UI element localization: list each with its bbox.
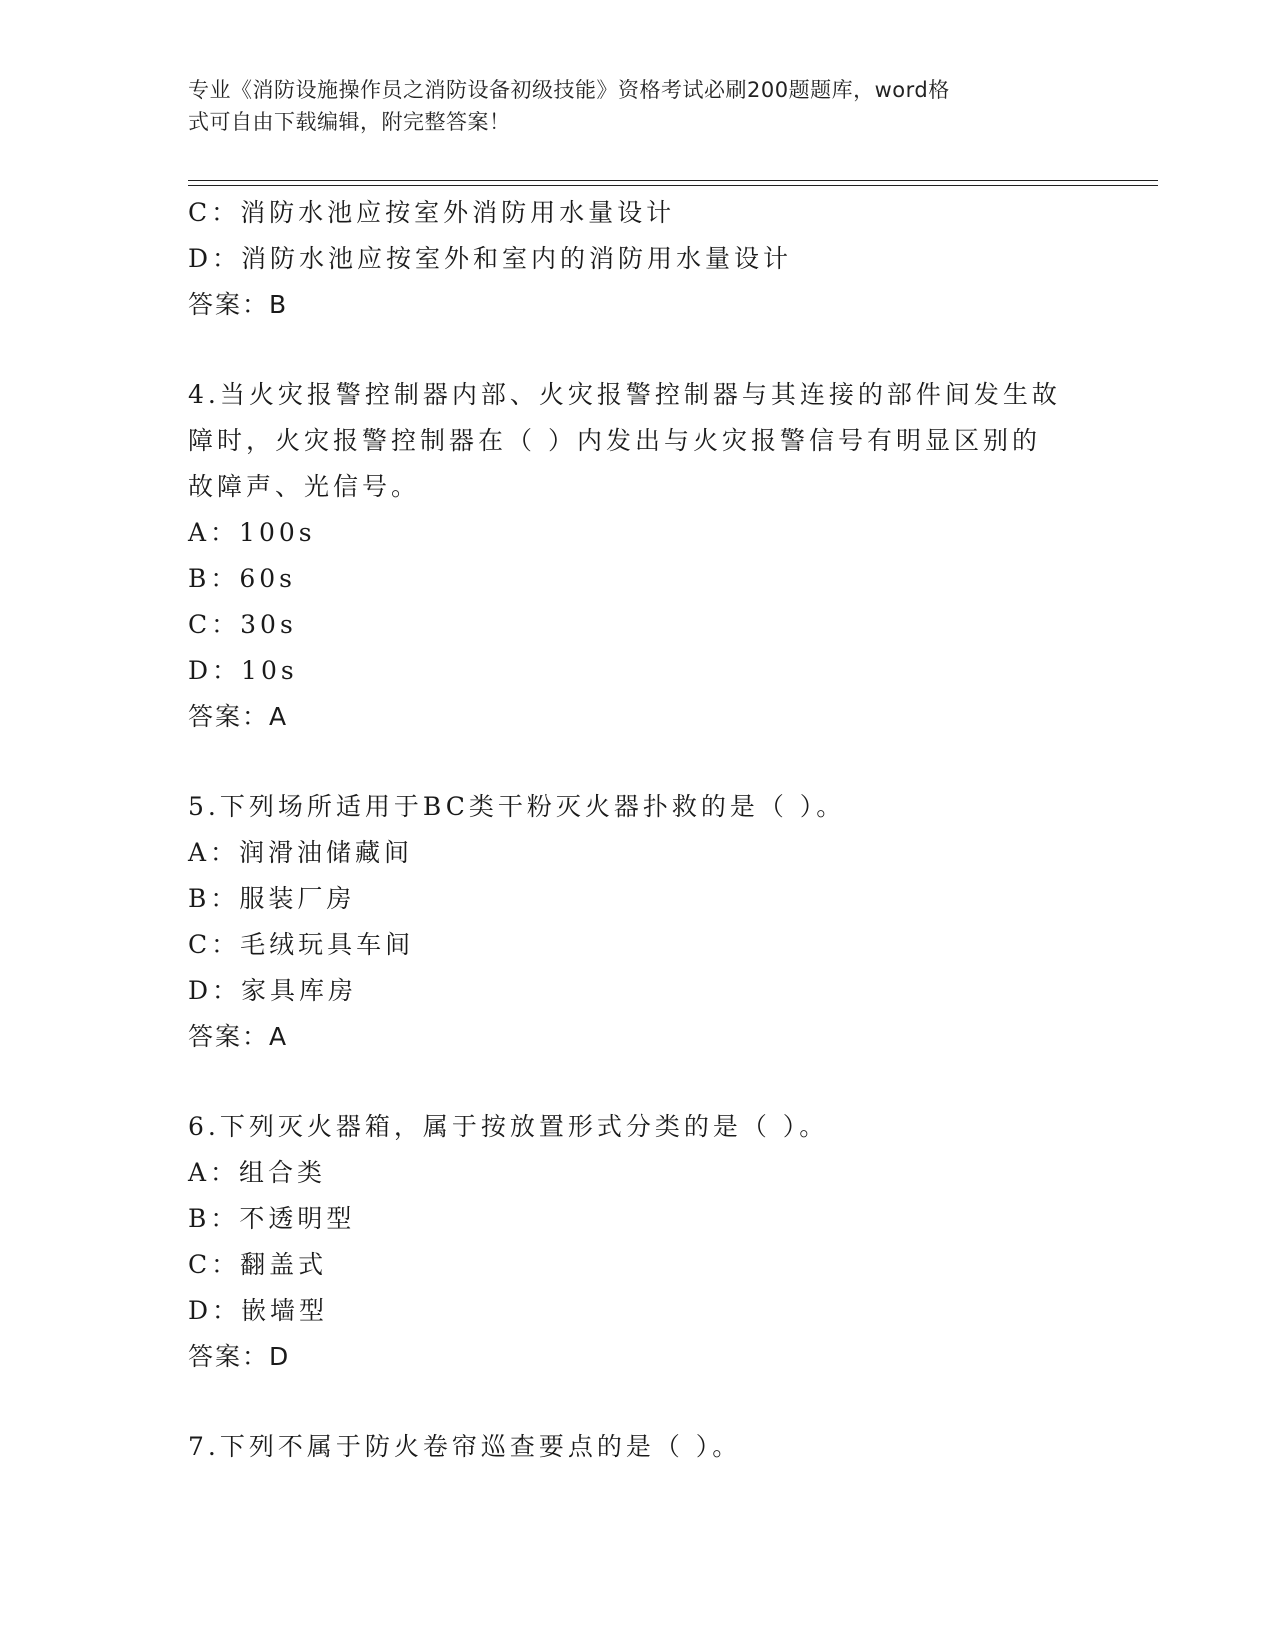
answer-line: 答案：D [188,1342,291,1371]
question-gap [188,1380,1088,1424]
answer-line: 答案：A [188,1022,289,1051]
question-stem-line: 4.当火灾报警控制器内部、火灾报警控制器与其连接的部件间发生故 [188,380,1061,409]
answer-line: 答案：A [188,702,289,731]
question-7 [188,1424,1088,1470]
option-d: D：嵌墙型 [188,1296,329,1325]
option-d: D：家具库房 [188,976,358,1005]
option-b: B：60s [188,564,297,593]
question-gap [188,328,1088,372]
option-b: B：不透明型 [188,1204,356,1233]
option-c: C：30s [188,610,297,639]
header-divider-bottom [188,185,1158,186]
question-list [188,190,1088,1470]
question-3-tail [188,190,1088,328]
option-c: C：消防水池应按室外消防用水量设计 [188,198,676,227]
option-d: D：10s [188,656,298,685]
option-d: D：消防水池应按室外和室内的消防用水量设计 [188,244,793,273]
header-title-line-1: 专业《消防设施操作员之消防设备初级技能》资格考试必刷200题题库，word格 [188,78,950,102]
question-gap [188,740,1088,784]
question-stem-line: 7.下列不属于防火卷帘巡查要点的是（ ）。 [188,1432,742,1461]
question-gap [188,1060,1088,1104]
document-header [188,74,1088,138]
option-c: C：翻盖式 [188,1250,328,1279]
question-4 [188,372,1088,740]
option-a: A：组合类 [188,1158,327,1187]
question-stem-line: 5.下列场所适用于BC类干粉灭火器扑救的是（ ）。 [188,792,846,821]
question-6 [188,1104,1088,1380]
answer-line: 答案：B [188,290,289,319]
question-stem-line: 障时，火灾报警控制器在（ ）内发出与火灾报警信号有明显区别的 [188,426,1041,455]
option-c: C：毛绒玩具车间 [188,930,415,959]
question-stem-line: 故障声、光信号。 [188,472,421,501]
option-a: A：100s [188,518,316,547]
header-divider-top [188,180,1158,181]
option-b: B：服装厂房 [188,884,356,913]
header-title-line-2: 式可自由下载编辑，附完整答案！ [188,110,511,134]
question-stem-line: 6.下列灭火器箱，属于按放置形式分类的是（ ）。 [188,1112,829,1141]
question-5 [188,784,1088,1060]
option-a: A：润滑油储藏间 [188,838,414,867]
